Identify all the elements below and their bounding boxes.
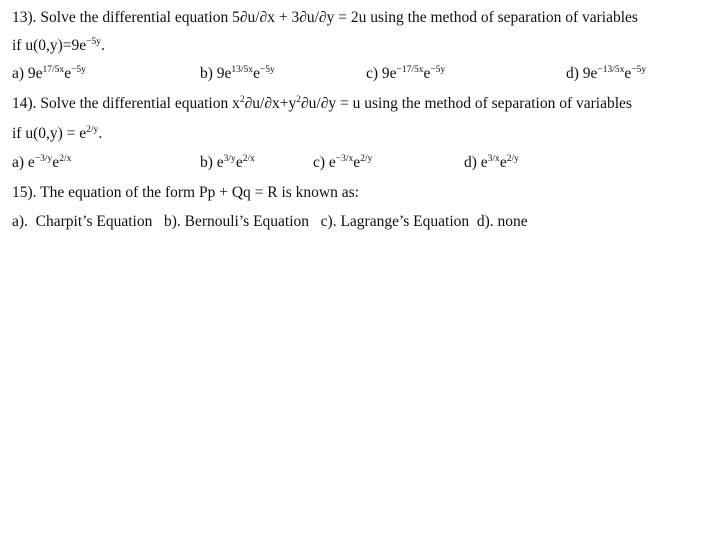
q13-d-mid: e [624,65,632,82]
q13-b-exp2: −5y [259,65,275,75]
q14-stem-part-c: ∂u/∂y = u using the method of separation of variables [300,95,632,112]
q14-stem-sup2: 2 [296,95,301,105]
q14-option-b [200,154,255,172]
q13-a-exp1: 17/5x [42,65,65,75]
q13-b-exp1: 13/5x [231,65,254,75]
q13-condition [12,37,105,55]
q14-cond-exp: 2/y [86,125,99,135]
q14-option-c [313,154,372,172]
q13-cond-pre: if u(0,y)=9e [12,37,87,54]
q13-c-base: c) 9e [366,65,397,82]
q14-a-base: a) e [12,154,35,171]
q14-d-exp1: 3/x [487,154,500,164]
q13-option-d [566,65,646,83]
q14-c-exp1: −3/x [335,154,354,164]
q13-b-base: b) 9e [200,65,232,82]
q14-c-mid: e [353,154,361,171]
q13-a-mid: e [64,65,72,82]
q14-stem [12,95,632,113]
q14-stem-part-b: ∂u/∂x+y [244,95,297,112]
q13-cond-exp: −5y [86,37,102,47]
q14-c-exp2: 2/y [360,154,373,164]
q13-option-a [12,65,86,83]
q14-a-exp2: 2/x [59,154,72,164]
q13-c-exp2: −5y [430,65,446,75]
q13-a-exp2: −5y [71,65,86,75]
q14-b-exp1: 3/y [223,154,236,164]
q13-a-base: a) 9e [12,65,43,82]
q13-d-base: d) 9e [566,65,598,82]
q13-stem: 13). Solve the differential equation 5∂u/∂x + 3∂u/∂y = 2u using the method of separation of variables [12,9,638,26]
q13-c-exp1: −17/5x [396,65,424,75]
q14-cond-pre: if u(0,y) = e [12,125,87,142]
q14-option-d [464,154,519,172]
q14-c-base: c) e [313,154,336,171]
q15-stem: 15). The equation of the form Pp + Qq = R is known as: [12,184,359,201]
q13-c-mid: e [423,65,431,82]
q13-b-mid: e [253,65,260,82]
q13-option-b [200,65,275,83]
q14-b-mid: e [235,154,243,171]
q14-stem-part-a: 14). Solve the differential equation x [12,95,240,112]
q14-b-exp2: 2/x [242,154,255,164]
q13-d-exp1: −13/5x [597,65,625,75]
q14-a-mid: e [52,154,60,171]
q14-b-base: b) e [200,154,224,171]
q14-d-base: d) e [464,154,488,171]
q14-stem-sup1: 2 [239,95,245,105]
q14-d-mid: e [499,154,507,171]
q14-d-exp2: 2/y [506,154,519,164]
q13-cond-post: . [101,37,105,54]
q14-cond-post: . [98,125,103,142]
q13-option-c [366,65,445,83]
q14-a-exp1: −3/y [34,154,53,164]
q15-options: a). Charpit’s Equation b). Bernouli’s Equation c). Lagrange’s Equation d). none [12,213,528,230]
q13-d-exp2: −5y [631,65,647,75]
q14-option-a [12,154,71,172]
q14-condition [12,125,102,143]
